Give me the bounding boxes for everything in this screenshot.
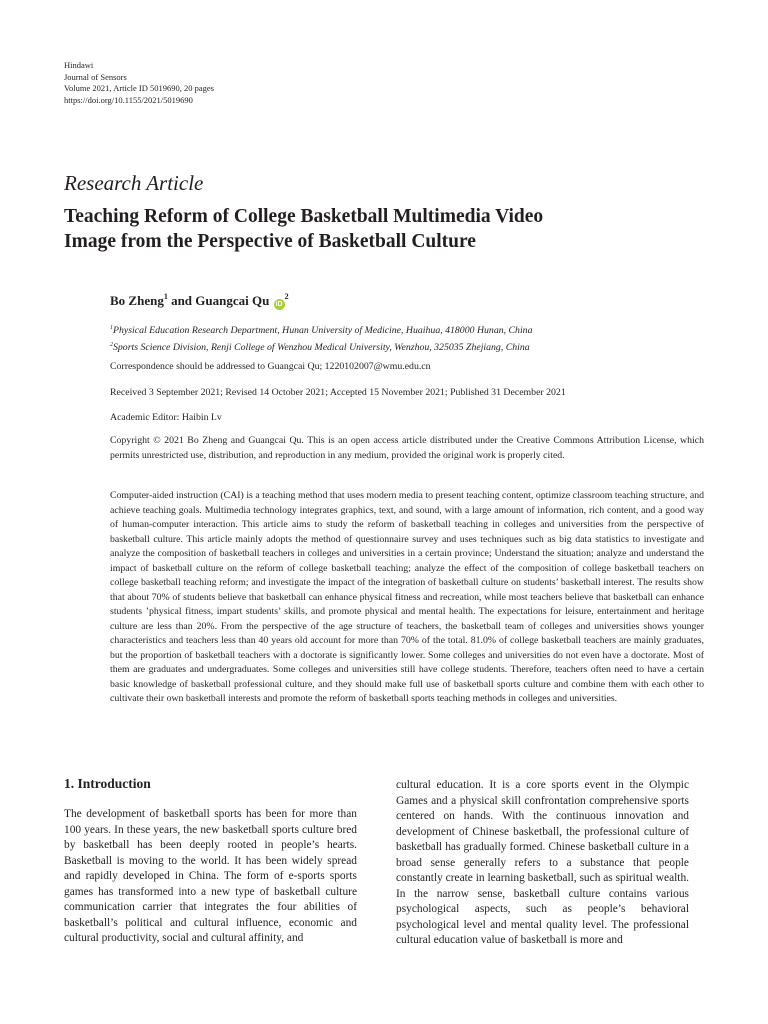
- author-name: Bo Zheng: [110, 293, 164, 308]
- orcid-icon[interactable]: iD: [275, 301, 283, 308]
- author-list: [110, 292, 289, 310]
- author-name: Guangcai Qu: [195, 293, 270, 308]
- affiliation-text: Physical Education Research Department, Hunan University of Medicine, Huaihua, 418000 Hunan, China: [113, 325, 533, 336]
- affiliation-number: 1: [110, 325, 113, 331]
- affiliation-item: [110, 321, 532, 338]
- paper-title: [64, 204, 704, 254]
- journal-header: [64, 60, 214, 106]
- affiliation-number: 2: [110, 342, 113, 348]
- academic-editor: Academic Editor: Haibin Lv: [110, 412, 222, 423]
- volume-info: Volume 2021, Article ID 5019690, 20 pages: [64, 83, 214, 93]
- body-text-right-column: cultural education. It is a core sports event in the Olympic Games and a physical skill confrontation comprehensive sports centered on hands. With the continuous innovation and development of Chinese basketball, the professional culture of basketball has gradually formed. Chinese basketball culture in a broad sense generally refers to a substance that people constantly create in learning basketball, such as spiritual wealth. In the narrow sense, basketball culture contains various psychological aspects, such as people’s behavioral psychological level and mental quality level. The professional cultural education value of basketball is more and: [396, 779, 689, 946]
- affiliation-text: Sports Science Division, Renji College of Wenzhou Medical University, Wenzhou, 325035 Zhejiang, China: [113, 342, 530, 353]
- title-line-1: Teaching Reform of College Basketball Multimedia Video: [64, 206, 544, 227]
- author-conjunction: and: [171, 293, 193, 308]
- abstract: Computer-aided instruction (CAI) is a teaching method that uses modern media to present teaching content, optimize classroom teaching structure, and achieve teaching goals. Multimedia technology integrates graphics, text, and sound, with a large amount of information, rich content, and a good way of human-computer interaction. This article aims to study the reform of basketball teaching in colleges and universities from the perspective of basketball culture. This article mainly adopts the method of questionnaire survey and uses techniques such as big data statistics to investigate and analyze the composition of basketball teachers in colleges and universities in a certain province; Understand the situation; analyze and understand the impact of basketball culture on the reform of college basketball teaching; analyze the effect of the composition of college basketball teachers on college basketball teaching reform; and investigate the impact of the integration of basketball culture on students’ basketball interest. The results show that about 70% of students believe that basketball can enhance physical fitness and recreation, while most teachers believe that basketball can enhance students ’physical fitness, impart students’ skills, and promote physical and mental health. The expectations for leisure, entertainment and heritage culture are less than 20%. From the perspective of the age structure of teachers, the basketball team of colleges and universities shows younger characteristics and teachers less than 40 years old account for more than 70% of the total. 81.0% of college basketball teachers are mainly graduates, but the proportion of basketball teachers with a doctorate is significantly lower. Some colleges and universities do not even have a doctorate. Most of them are graduates and undergraduates. Some colleges and universities still have college students. Therefore, teachers often need to have a certain basic knowledge of basketball professional culture, and they should make full use of basketball sports culture and combine them with each other to cultivate their own basketball interests and promote the reform of basketball sports teaching methods in colleges and universities.: [110, 490, 704, 704]
- publisher-name: Hindawi: [64, 60, 94, 70]
- affiliation-marker: 1: [163, 292, 168, 301]
- copyright-notice: Copyright © 2021 Bo Zheng and Guangcai Qu. This is an open access article distributed under the Creative Commons Attribution License, which permits unrestricted use, distribution, and reproduction in any medium, provided the original work is properly cited.: [110, 435, 704, 461]
- affiliations: [110, 321, 532, 355]
- publication-dates: Received 3 September 2021; Revised 14 October 2021; Accepted 15 November 2021; Published 31 December 2021: [110, 387, 566, 398]
- article-type: Research Article: [64, 171, 204, 195]
- section-heading: 1. Introduction: [64, 776, 151, 791]
- body-text-left-column: The development of basketball sports has been for more than 100 years. In these years, the new basketball sports culture bred by basketball has been deeply rooted in people’s hearts. Basketball is moving to the world. It has been widely spread and rapidly developed in China. The form of e-sports sports games has transformed into a new type of basketball culture communication carrier that integrates the four abilities of basketball’s political and cultural influence, economic and cultural productivity, social and cultural affinity, and: [64, 808, 357, 944]
- affiliation-item: [110, 338, 532, 355]
- journal-name: Journal of Sensors: [64, 71, 127, 82]
- doi-link[interactable]: https://doi.org/10.1155/2021/5019690: [64, 94, 193, 105]
- correspondence: Correspondence should be addressed to Guangcai Qu; 1220102007@wmu.edu.cn: [110, 361, 431, 372]
- affiliation-marker: 2: [284, 292, 289, 301]
- title-line-2: Image from the Perspective of Basketball Culture: [64, 231, 476, 252]
